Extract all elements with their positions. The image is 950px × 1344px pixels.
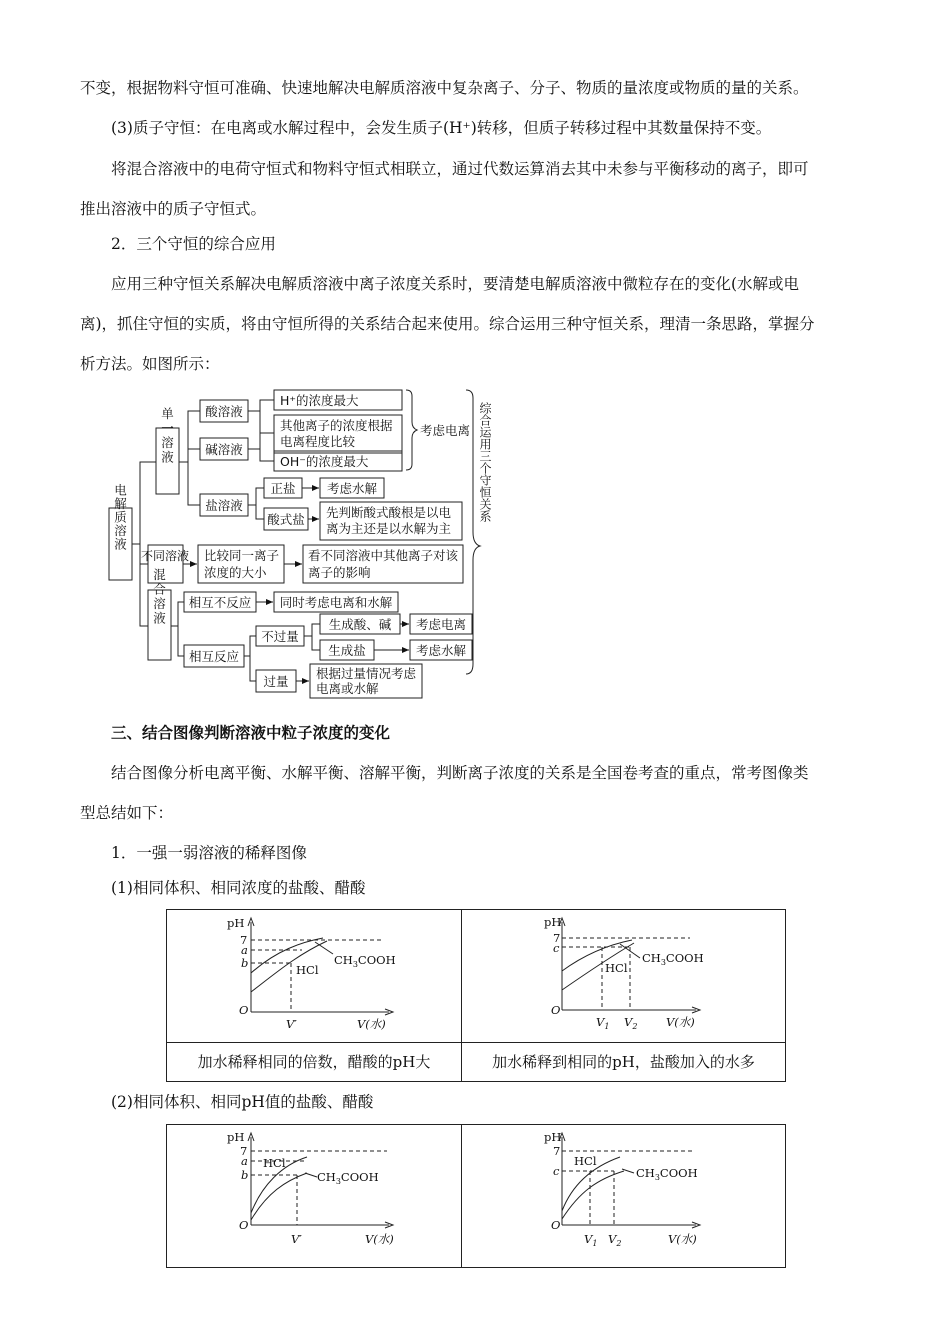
x-axis-label: V(水): [666, 1015, 695, 1029]
ph-dilution-graph-same-ph: [167, 1125, 461, 1263]
conservation-flow-diagram: [100, 382, 490, 708]
origin-label: O: [551, 1003, 561, 1017]
y-axis-label: pH: [227, 1130, 245, 1144]
series-label-hcl: HCl: [574, 1154, 597, 1168]
x-axis-label: V(水): [365, 1232, 394, 1246]
y-tick-c: c: [553, 1164, 560, 1178]
diagram-mixed-label: 混合溶液: [151, 568, 167, 626]
diagram-compare-label: 比较同一离子: [204, 548, 280, 563]
diagram-gen-salt-label: 生成盐: [328, 643, 366, 658]
y-tick-a: a: [241, 943, 248, 957]
section-heading: 三、结合图像判断溶液中粒子浓度的变化: [111, 724, 391, 742]
diagram-different-label: 不同溶液: [140, 549, 190, 563]
dilution-graph-table-1: [166, 909, 786, 1082]
diagram-acid-salt-label: 酸式盐: [267, 512, 305, 527]
y-tick-b: b: [241, 1168, 249, 1182]
y-tick-c: c: [553, 941, 560, 955]
series-label-hcl: HCl: [296, 963, 319, 977]
x-tick-v2: $V_2$: [608, 1232, 622, 1248]
diagram-react-label: 相互反应: [188, 649, 240, 664]
x-tick-v2: $V_2$: [624, 1015, 638, 1031]
diagram-gen-acid-base-label: 生成酸、碱: [328, 617, 392, 632]
series-label-ch3cooh: $CH_3COOH$: [334, 953, 396, 969]
graph-caption: 加水稀释相同的倍数，醋酸的pH大: [167, 1043, 462, 1082]
origin-label: O: [551, 1218, 561, 1232]
diagram-consider-hydrolysis-label: 考虑水解: [415, 643, 467, 658]
y-tick-7: 7: [240, 1144, 248, 1158]
y-tick-7: 7: [240, 933, 248, 947]
ph-dilution-graph-same-concentration: [167, 910, 461, 1038]
graph-caption: 加水稀释到相同的pH，盐酸加入的水多: [462, 1043, 786, 1082]
y-tick-7: 7: [553, 931, 561, 945]
paragraph-text: (1)相同体积、相同浓度的盐酸、醋酸: [111, 879, 366, 897]
paragraph-text: 结合图像分析电离平衡、水解平衡、溶解平衡，判断离子浓度的关系是全国卷考查的重点，常考图像类: [111, 764, 809, 782]
diagram-acid-salt-note: 先判断酸式酸根是以电: [326, 505, 452, 520]
paragraph-text: 将混合溶液中的电荷守恒式和物料守恒式相联立，通过代数运算消去其中未参与平衡移动的离子，即可: [111, 160, 809, 178]
diagram-see-label: 看不同溶液中其他离子对该: [308, 548, 459, 563]
paragraph-text: (2)相同体积、相同pH值的盐酸、醋酸: [111, 1093, 374, 1111]
diagram-by-excess-label: 根据过量情况考虑: [316, 666, 417, 681]
paragraph-text: 应用三种守恒关系解决电解质溶液中离子浓度关系时，要清楚电解质溶液中微粒存在的变化(水解或电: [111, 275, 800, 293]
paragraph-text: (3)质子守恒：在电离或水解过程中，会发生质子(H⁺)转移，但质子转移过程中其数量保持不变。: [111, 119, 772, 137]
y-axis-label: pH: [227, 916, 245, 930]
y-axis-label: pH: [544, 1130, 562, 1144]
diagram-both-label: 同时考虑电离和水解: [279, 595, 393, 610]
diagram-consider-ionization-label: 考虑电离: [415, 617, 467, 632]
diagram-by-excess-label: 电离或水解: [316, 681, 379, 696]
diagram-other-ion-label: 其他离子的浓度根据: [280, 418, 393, 433]
origin-label: O: [239, 1003, 249, 1017]
x-axis-label: V(水): [668, 1232, 697, 1246]
ph-dilution-graph-same-concentration-2: [462, 910, 785, 1038]
paragraph-text: 推出溶液中的质子守恒式。: [80, 200, 267, 218]
series-label-ch3cooh: $CH_3COOH$: [317, 1170, 379, 1186]
series-label-ch3cooh: $CH_3COOH$: [642, 951, 704, 967]
diagram-not-excess-label: 不过量: [261, 629, 299, 644]
section-subheading: 1．一强一弱溶液的稀释图像: [111, 844, 307, 862]
diagram-base-label: 碱溶液: [205, 442, 243, 457]
diagram-other-ion-label: 电离程度比较: [280, 434, 356, 449]
series-label-hcl: HCl: [605, 961, 628, 975]
diagram-bracket-label: 综合运用三个守恒关系: [478, 402, 492, 522]
diagram-consider-hydrolysis-label: 考虑水解: [326, 481, 378, 496]
y-axis-label: pH: [544, 915, 562, 929]
diagram-compare-label: 浓度的大小: [204, 565, 267, 580]
diagram-no-react-label: 相互不反应: [188, 595, 252, 610]
diagram-salt-label: 盐溶液: [205, 498, 243, 513]
y-tick-a: a: [241, 1154, 248, 1168]
series-label-ch3cooh: $CH_3COOH$: [636, 1166, 698, 1182]
diagram-consider-ionization-label: 考虑电离: [420, 423, 471, 438]
diagram-acid-label: 酸溶液: [205, 404, 243, 419]
paragraph-text: 离)，抓住守恒的实质，将由守恒所得的关系结合起来使用。综合运用三种守恒关系，理清一条思路，掌握分: [80, 315, 815, 333]
series-label-hcl: HCl: [263, 1156, 286, 1170]
paragraph-text: 析方法。如图所示：: [80, 355, 220, 373]
diagram-see-label: 离子的影响: [308, 565, 371, 580]
diagram-acid-salt-note: 离为主还是以水解为主: [326, 521, 452, 536]
y-tick-7: 7: [553, 1144, 561, 1158]
diagram-single-label: 单一溶液: [159, 407, 175, 465]
x-axis-label: V(水): [357, 1017, 386, 1031]
diagram-excess-label: 过量: [263, 674, 289, 689]
diagram-normal-salt-label: 正盐: [270, 481, 296, 496]
x-tick-vprime: V′: [286, 1017, 297, 1031]
x-tick-v1: $V_1$: [584, 1232, 598, 1248]
dilution-graph-table-2: [166, 1124, 786, 1268]
ph-dilution-graph-same-ph-2: [462, 1125, 785, 1263]
paragraph-text: 型总结如下：: [80, 804, 174, 822]
diagram-root-label: 电解质溶液: [112, 483, 128, 551]
diagram-oh-max-label: OH⁻的浓度最大: [280, 454, 369, 469]
y-tick-b: b: [241, 956, 249, 970]
diagram-h-max-label: H⁺的浓度最大: [280, 393, 359, 408]
origin-label: O: [239, 1218, 249, 1232]
x-tick-vprime: V′: [291, 1232, 302, 1246]
section-subheading: 2．三个守恒的综合应用: [111, 235, 276, 253]
x-tick-v1: $V_1$: [596, 1015, 610, 1031]
paragraph-text: 不变，根据物料守恒可准确、快速地解决电解质溶液中复杂离子、分子、物质的量浓度或物质的量的关系。: [80, 79, 809, 97]
